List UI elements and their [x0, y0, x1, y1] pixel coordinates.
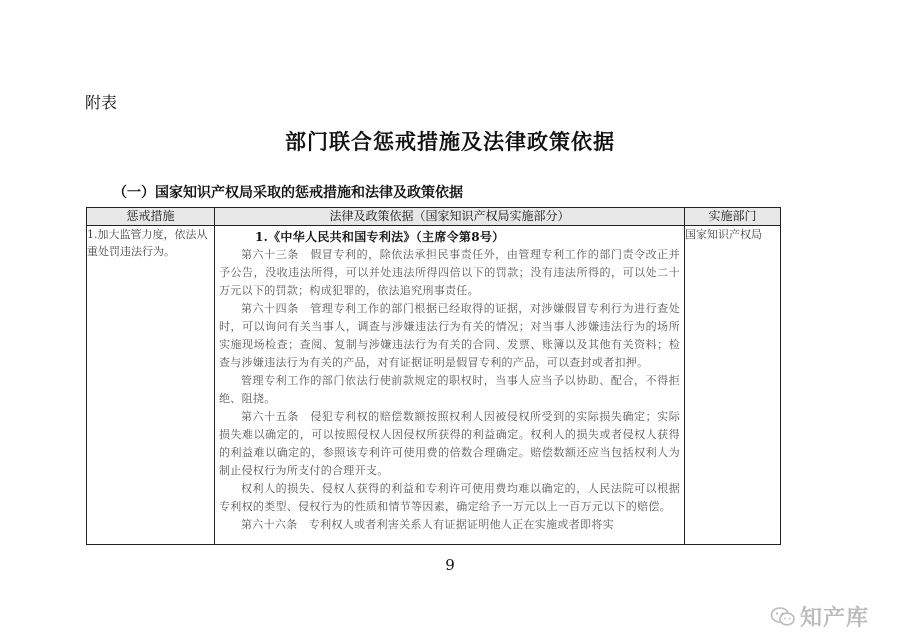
- measures-table: [86, 207, 781, 545]
- article-paragraph: 第六十五条 侵犯专利权的赔偿数额按照权利人因被侵权所受到的实际损失确定；实际损失难以确定的，可以按照侵权人因侵权所获得的利益确定。权利人的损失或者侵权人获得的利益难以确定的，参照该专利许可使用费的倍数合理确定。赔偿数额还应当包括权利人为制止侵权行为所支付的合理开支。: [219, 410, 680, 477]
- article-paragraph: 权利人的损失、侵权人获得的利益和专利许可使用费均难以确定的，人民法院可以根据专利权的类型、侵权行为的性质和情节等因素，确定给予一万元以上一百万元以下的赔偿。: [219, 482, 680, 513]
- department-cell: 国家知识产权局: [685, 226, 781, 545]
- article-paragraph: 第六十六条 专利权人或者利害关系人有证据证明他人正在实施或者即将实: [241, 518, 614, 531]
- header-measure: 惩戒措施: [87, 208, 215, 226]
- table-header-row: [87, 208, 781, 226]
- measure-cell: 1.加大监管力度，依法从重处罚违法行为。: [87, 226, 215, 545]
- wechat-icon: [770, 606, 796, 628]
- law-title: 1.《中华人民共和国专利法》（主席令第8号）: [255, 230, 505, 244]
- section-title: （一）国家知识产权局采取的惩戒措施和法律及政策依据: [113, 185, 463, 201]
- article-paragraph: 管理专利工作的部门依法行使前款规定的职权时，当事人应当予以协助、配合，不得拒绝、阻挠。: [219, 374, 680, 405]
- article-paragraph: 第六十四条 管理专利工作的部门根据已经取得的证据，对涉嫌假冒专利行为进行查处时，可以询问有关当事人，调查与涉嫌违法行为有关的情况；对当事人涉嫌违法行为的场所实施现场检查；查阅、复制与涉嫌违法行为有关的合同、发票、账簿以及其他有关资料；检查与涉嫌违法行为有关的产品，对有证据证明是假冒专利的产品，可以查封或者扣押。: [219, 302, 680, 369]
- article-paragraph: 第六十三条 假冒专利的，除依法承担民事责任外，由管理专利工作的部门责令改正并予公告，没收违法所得，可以并处违法所得四倍以下的罚款；没有违法所得的，可以处二十万元以下的罚款；构成犯罪的，依法追究刑事责任。: [219, 248, 680, 297]
- watermark: [770, 601, 869, 632]
- page-number: 9: [445, 556, 455, 574]
- legal-basis-cell: [215, 226, 685, 545]
- header-department: 实施部门: [685, 208, 781, 226]
- page-title: 部门联合惩戒措施及法律政策依据: [285, 130, 615, 154]
- appendix-label: 附表: [85, 93, 118, 112]
- watermark-text: 知产库: [800, 606, 870, 631]
- table-row: [87, 226, 781, 545]
- header-legal-basis: 法律及政策依据（国家知识产权局实施部分）: [215, 208, 685, 226]
